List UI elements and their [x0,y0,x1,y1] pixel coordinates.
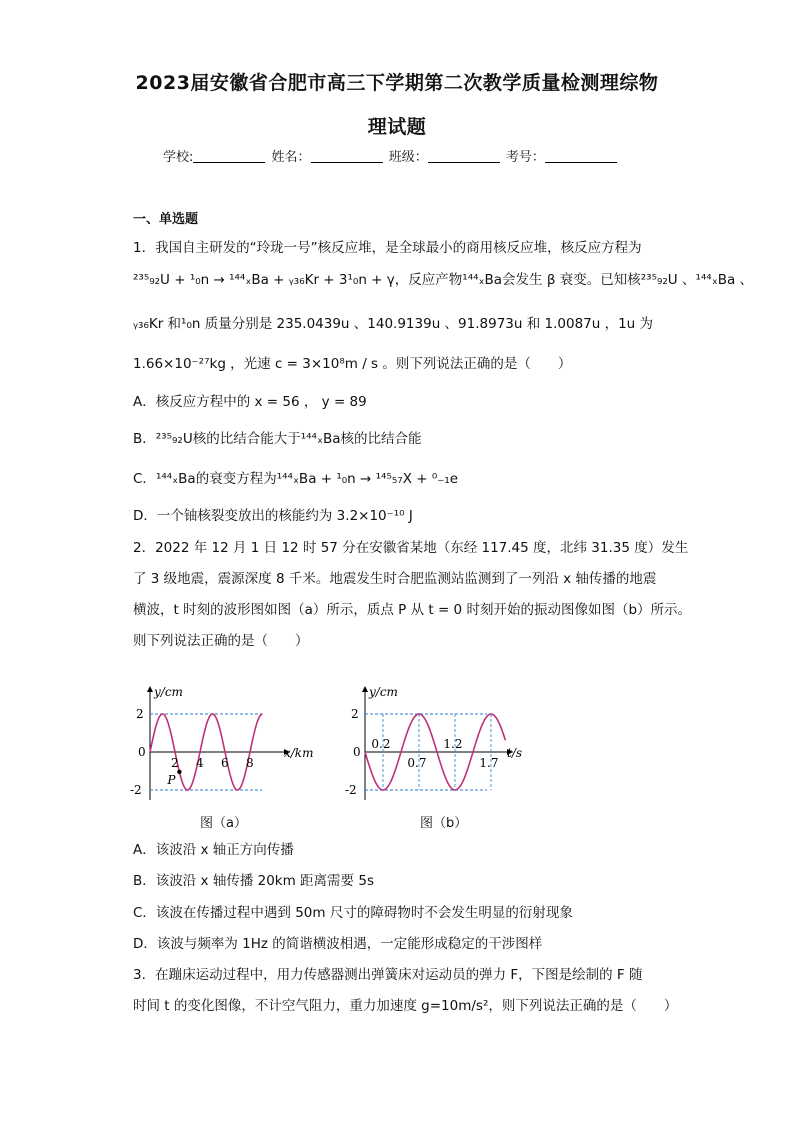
q3-line2: 时间 t 的变化图像，不计空气阻力，重力加速度 g=10m/s²，则下列说法正确的是（ ） [133,998,678,1014]
q2-option-a[interactable]: A．该波沿 x 轴正方向传播 [133,842,294,858]
x-tick-label: 4 [196,756,204,770]
y-tick-label: 2 [351,707,359,721]
q1-line3 [133,312,653,332]
q2-line2: 了 3 级地震，震源深度 8 千米。地震发生时合肥监测站监测到了一列沿 x 轴传播的地震 [133,571,657,587]
point-p [177,770,181,774]
q1-nuclide-list: ²³⁵₉₂U 、¹⁴⁴ₓBa 、 [640,272,754,288]
q2-line3: 横波，t 时刻的波形图如图（a）所示，质点 P 从 t = 0 时刻开始的振动图像如图（b）所示。 [133,602,692,618]
q1-optc-equation: ¹⁴⁴ₓBa + ¹₀n → ¹⁴⁵₅₇X + ⁰₋₁e [276,471,459,487]
origin-label: 0 [353,745,361,759]
q1-option-d[interactable]: D．一个铀核裂变放出的核能约为 3.2×10⁻¹⁰ J [133,508,413,524]
x-tick-label: 6 [221,756,229,770]
y-axis-arrow [362,686,368,692]
y-tick-label: -2 [130,783,142,797]
name-label: 姓名： [271,150,311,165]
q1-line4: 1.66×10⁻²⁷kg ，光速 c = 3×10⁸m / s 。则下列说法正确的是（ ） [133,356,572,372]
name-field[interactable] [311,150,383,163]
q2-line4: 则下列说法正确的是（ ） [133,633,309,649]
exam-no-label: 考号： [505,150,545,165]
q1-line1: 1．我国自主研发的“玲珑一号”核反应堆，是全球最小的商用核反应堆，核反应方程为 [133,240,642,256]
q1-optb-mid: 核的比结合能大于 [192,431,301,447]
q1-kr-prefix: ᵧ₃₆ [133,316,149,332]
q1-equation-line [133,268,753,288]
y-axis-arrow [147,686,153,692]
student-info-line [163,146,619,165]
q1-optc-prefix: C． [133,471,156,487]
x-tick-label: 1.2 [443,737,463,751]
q1-optb-ba: ¹⁴⁴ₓBa [300,431,341,447]
x-axis-label: t/s [507,746,523,760]
page-title-line2: 理试题 [367,116,427,138]
y-tick-label: -2 [345,783,357,797]
class-label: 班级： [388,150,428,165]
x-tick-label: 8 [246,756,254,770]
page-title-line1: 2023届安徽省合肥市高三下学期第二次教学质量检测理综物 [135,72,659,94]
q3-line1: 3．在蹦床运动过程中，用力传感器测出弹簧床对运动员的弹力 F，下图是绘制的 F 随 [133,967,643,983]
q1-line2-tail: ，反应产物 [394,272,463,288]
q1-optb-post: 核的比结合能 [340,431,422,447]
school-field[interactable] [193,150,265,163]
q2-option-c[interactable]: C．该波在传播过程中遇到 50m 尺寸的障碍物时不会发生明显的衍射现象 [133,905,573,921]
q1-optc-mid: 的衰变方程为 [195,471,277,487]
figure-b-caption: 图（b） [420,816,468,831]
q2-line1: 2．2022 年 12 月 1 日 12 时 57 分在安徽省某地（东经 117.45 度，北纬 31.35 度）发生 [133,540,689,556]
q1-option-a[interactable]: A．核反应方程中的 x = 56 ， y = 89 [133,394,367,410]
vibration-graph-b [335,680,525,805]
q1-option-b[interactable] [133,427,421,447]
origin-label: 0 [138,745,146,759]
q1-optc-ba: ¹⁴⁴ₓBa [155,471,196,487]
x-tick-label: 1.7 [479,756,499,770]
q1-option-c[interactable] [133,467,458,487]
q1-equation: ²³⁵₉₂U + ¹₀n → ¹⁴⁴ₓBa + ᵧ₃₆Kr + 3¹₀n + γ [133,272,395,288]
section-heading: 一、单选题 [133,212,199,227]
x-tick-label: 0.7 [407,756,427,770]
q1-line3-text: Kr 和¹₀n 质量分别是 235.0439u 、140.9139u 、91.8973u 和 1.0087u ，1u 为 [148,316,654,332]
exam-no-field[interactable] [545,150,617,163]
y-axis-label: y/cm [154,685,183,699]
x-tick-label: 0.2 [371,737,391,751]
school-label: 学校: [163,150,194,165]
q2-option-d[interactable]: D．该波与频率为 1Hz 的简谐横波相遇，一定能形成稳定的干涉图样 [133,936,543,952]
y-axis-label: y/cm [369,685,398,699]
q1-line2-tail2: 会发生 β 衰变。已知核 [502,272,641,288]
q1-optb-prefix: B． [133,431,156,447]
point-p-label: P [167,772,176,787]
figure-a-caption: 图（a） [200,816,247,831]
y-tick-label: 2 [136,707,144,721]
wave-graph-a [130,680,330,805]
q1-optb-u: ²³⁵₉₂U [155,431,193,447]
x-axis-label: x/km [284,746,314,760]
q2-option-b[interactable]: B．该波沿 x 轴传播 20km 距离需要 5s [133,873,374,889]
x-tick-label: 2 [171,756,179,770]
q1-ba-nuclide: ¹⁴⁴ₓBa [462,272,503,288]
class-field[interactable] [428,150,500,163]
